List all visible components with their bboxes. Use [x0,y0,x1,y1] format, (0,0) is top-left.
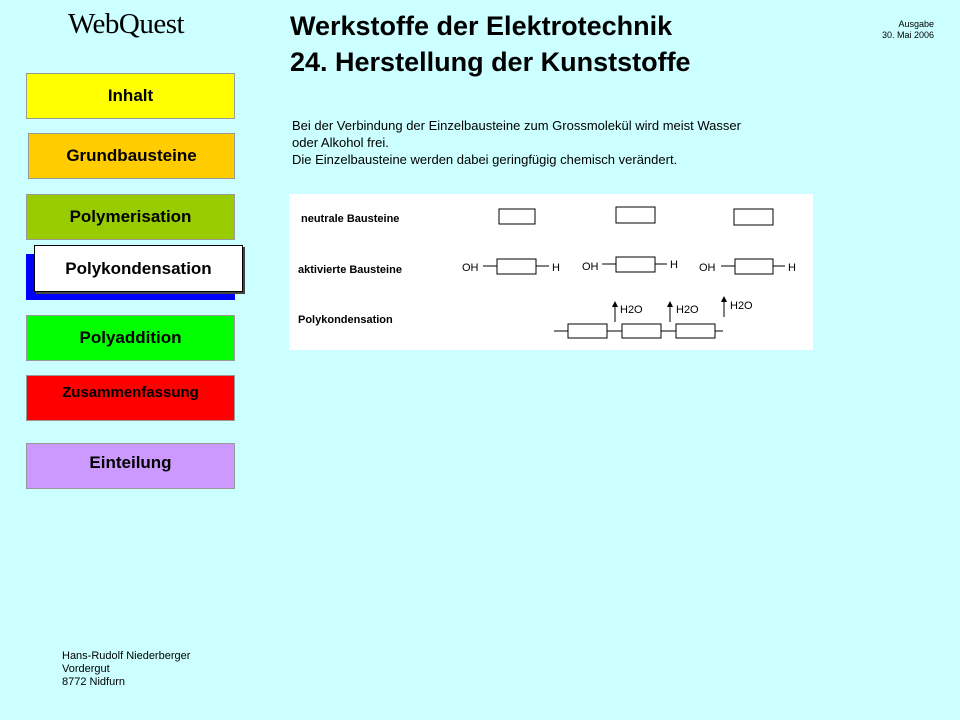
h-label-2: H [670,259,678,271]
intro-line3: Die Einzelbausteine werden dabei geringfügig chemisch verändert. [292,152,678,167]
nav-polyaddition-label: Polyaddition [79,328,182,347]
row-label-polycondensation: Polykondensation [298,314,393,326]
page-title [290,8,691,80]
neutral-block-1 [499,209,535,224]
nav-polykondensation-button[interactable] [34,245,243,292]
polycondensation-diagram [289,194,813,350]
author-address [62,650,190,689]
oh-label-2: OH [582,261,599,273]
nav-zusammenfassung-label: Zusammenfassung [62,384,199,401]
author-street: Vordergut [62,663,110,675]
nav-grundbausteine-label: Grundbausteine [66,146,197,165]
row-label-neutral: neutrale Bausteine [301,213,400,225]
chain-block-3 [676,324,715,338]
author-city: 8772 Nidfurn [62,676,125,688]
issue-info [882,19,934,41]
nav-inhalt-button[interactable] [26,73,235,119]
nav-polymerisation-label: Polymerisation [69,207,192,226]
chain-block-1 [568,324,607,338]
nav-zusammenfassung-button[interactable] [26,375,235,421]
h2o-label-1: H2O [620,304,643,316]
intro-line1: Bei der Verbindung der Einzelbausteine zum Grossmolekül wird meist Wasser [292,118,741,133]
h-label-1: H [552,262,560,274]
oh-label-1: OH [462,262,479,274]
issue-label: Ausgabe [898,19,934,29]
activated-block-1 [497,259,536,274]
activated-block-2 [616,257,655,272]
nav-grundbausteine-button[interactable] [28,133,235,179]
chain-block-2 [622,324,661,338]
nav-polymerisation-button[interactable] [26,194,235,240]
nav-inhalt-label: Inhalt [107,86,154,105]
h-label-3: H [788,262,796,274]
page-title-line2: 24. Herstellung der Kunststoffe [290,47,691,77]
row-label-activated: aktivierte Bausteine [298,264,402,276]
nav-polyaddition-button[interactable] [26,315,235,361]
neutral-block-2 [616,207,655,223]
neutral-block-3 [734,209,773,225]
intro-text [292,117,852,168]
webquest-logo: WebQuest [68,8,185,40]
nav-einteilung-label: Einteilung [89,453,172,472]
intro-line2: oder Alkohol frei. [292,135,389,150]
oh-label-3: OH [699,262,716,274]
page-title-line1: Werkstoffe der Elektrotechnik [290,11,673,41]
h2o-label-2: H2O [676,304,699,316]
author-name: Hans-Rudolf Niederberger [62,650,191,662]
h2o-label-3: H2O [730,300,753,312]
issue-date: 30. Mai 2006 [881,30,934,40]
activated-block-3 [735,259,773,274]
nav-polykondensation-label: Polykondensation [65,258,212,278]
nav-einteilung-button[interactable] [26,443,235,489]
